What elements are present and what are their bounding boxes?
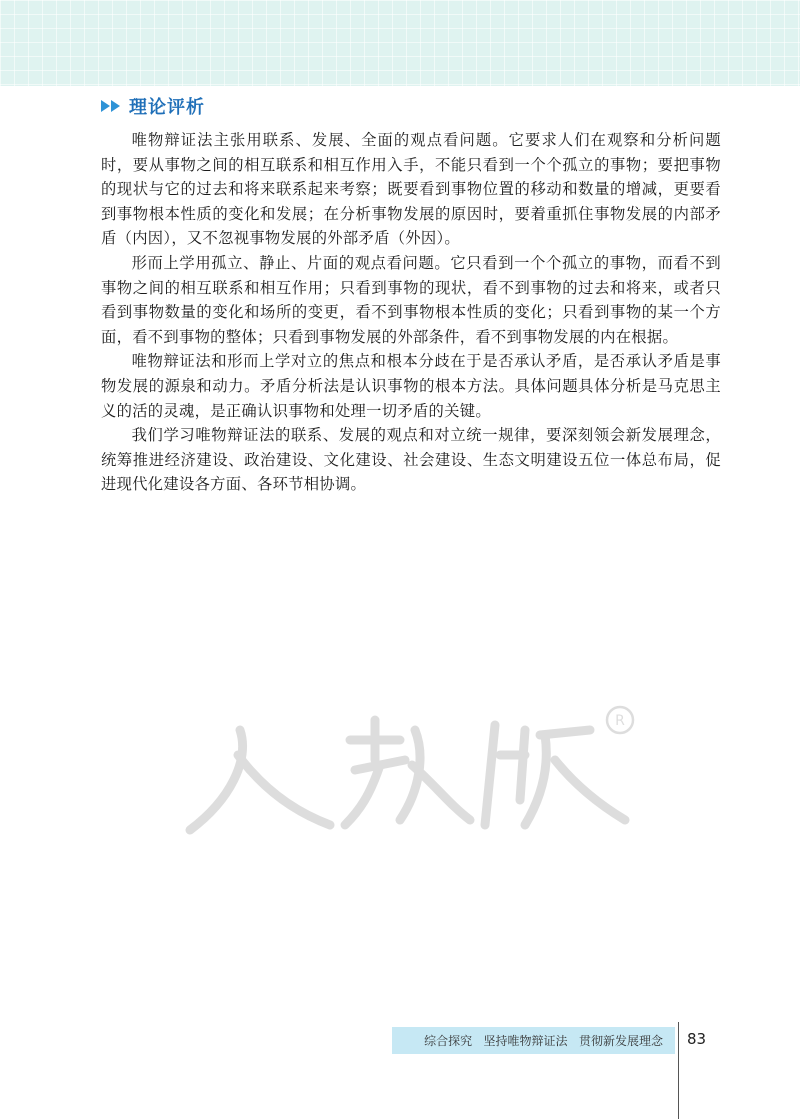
footer-running-title-bar (392, 1027, 675, 1054)
paragraph: 形而上学用孤立、静止、片面的观点看问题。它只看到一个个孤立的事物，而看不到事物之间的相互联系和相互作用；只看到事物的现状，看不到事物的过去和将来，或者只看到事物数量的变化和场所的变更，看不到事物根本性质的变化；只看到事物的某一个方面，看不到事物的整体；只看到事物发展的外部条件，看不到事物发展的内在根据。 (101, 253, 721, 346)
double-arrow-icon (101, 100, 121, 112)
top-decorative-band (0, 0, 800, 86)
paragraph: 唯物辩证法主张用联系、发展、全面的观点看问题。它要求人们在观察和分析问题时，要从事物之间的相互联系和相互作用入手，不能只看到一个个孤立的事物；要把事物的现状与它的过去和将来联系起来考察；既要看到事物位置的移动和数量的增减，更要看到事物根本性质的变化和发展；在分析事物发展的原因时，要着重抓住事物发展的内部矛盾（内因），又不忽视事物发展的外部矛盾（外因）。 (101, 131, 721, 248)
paragraph: 唯物辩证法和形而上学对立的焦点和根本分歧在于是否承认矛盾，是否承认矛盾是事物发展的源泉和动力。矛盾分析法是认识事物的根本方法。具体问题具体分析是马克思主义的活的灵魂，是正确认识事物和处理一切矛盾的关键。 (101, 352, 721, 420)
body-text (101, 128, 721, 497)
page-number: 83 (687, 1030, 707, 1048)
footer-running-title: 综合探究 坚持唯物辩证法 贯彻新发展理念 (424, 1034, 663, 1048)
publisher-watermark (180, 700, 640, 840)
section-title: 理论评析 (129, 97, 205, 118)
svg-text:R: R (615, 713, 625, 729)
footer-divider (678, 1022, 679, 1119)
paragraph: 我们学习唯物辩证法的联系、发展的观点和对立统一规律，要深刻领会新发展理念，统筹推进经济建设、政治建设、文化建设、社会建设、生态文明建设五位一体总布局，促进现代化建设各方面、各环节相协调。 (101, 426, 721, 494)
section-heading (101, 93, 205, 119)
